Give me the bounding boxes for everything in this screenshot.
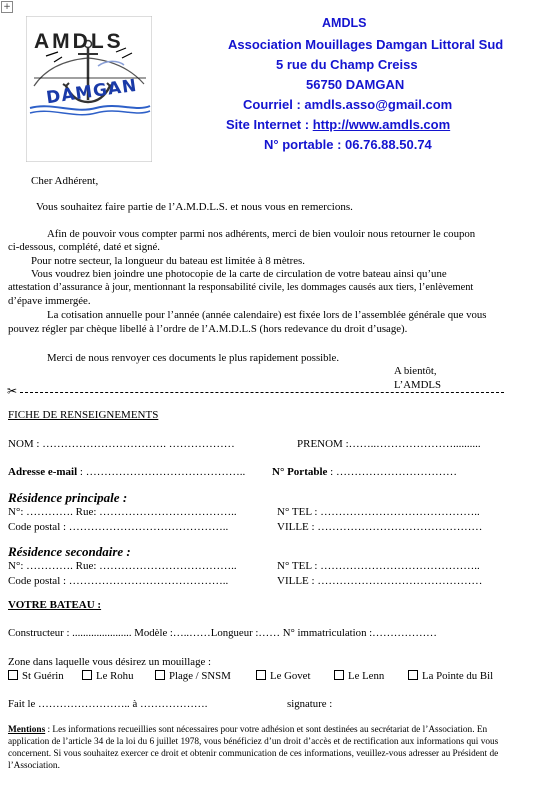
org-street: 5 rue du Champ Creiss (276, 57, 418, 72)
rs-postcode-field[interactable]: Code postal : …………………………………….. (8, 575, 229, 587)
portable-field-label: N° Portable (272, 466, 328, 478)
bateau-details-field[interactable]: Constructeur : ...................... Modèle :…..……Longueur :…… N° immatriculation :……………… (8, 627, 437, 639)
org-full-name: Association Mouillages Damgan Littoral Sud (228, 37, 504, 52)
logo-subtitle: DAMGAN (45, 75, 139, 109)
bateau-heading: VOTRE BATEAU : (8, 599, 102, 611)
org-short-name: AMDLS (322, 16, 367, 30)
rp-address-field[interactable]: N°: …………. Rue: ……………………………….. (8, 506, 237, 518)
email-field[interactable] (8, 466, 245, 478)
zone-option-le-rohu[interactable] (82, 670, 133, 682)
date-place-field[interactable]: Fait le …………………….. à ………………. (8, 698, 208, 710)
mentions-line-4: l’Association. (8, 761, 60, 771)
closing-signature: L’AMDLS (394, 379, 441, 391)
zone-option-label: Plage / SNSM (169, 670, 231, 682)
org-phone: N° portable : 06.76.88.50.74 (264, 137, 432, 152)
zone-option-label: Le Govet (270, 670, 311, 682)
residence-secondaire-heading: Résidence secondaire : (8, 544, 131, 559)
letter-paragraph-1: Vous souhaitez faire partie de l’A.M.D.L.S. et nous vous en remercions. (36, 201, 353, 213)
email-field-dots: : …………………………………….. (77, 466, 246, 478)
rp-tel-field[interactable]: N° TEL : …………………………………….. (277, 506, 480, 518)
org-email-line (243, 97, 452, 112)
zone-option-le-govet[interactable] (256, 670, 310, 682)
zone-option-pointe-du-bil[interactable] (408, 670, 493, 682)
zone-option-label: Le Lenn (348, 670, 385, 682)
checkbox-icon[interactable] (155, 670, 165, 680)
checkbox-icon[interactable] (334, 670, 344, 680)
letter-paragraph-6: Merci de nous renvoyer ces documents le plus rapidement possible. (47, 352, 340, 364)
zone-option-st-guerin[interactable] (8, 670, 64, 682)
zone-option-label: La Pointe du Bil (422, 670, 494, 682)
website-label: Site Internet : (226, 117, 313, 132)
letter-paragraph-5b: pouvez régler par chèque libellé à l’ordre de l’A.M.D.L.S (hors redevance du droit d’usage). (8, 323, 408, 335)
checkbox-icon[interactable] (408, 670, 418, 680)
letter-paragraph-2b: ci-dessous, complété, daté et signé. (8, 241, 161, 253)
zone-option-plage-snsm[interactable] (155, 670, 231, 682)
email-field-label: Adresse e-mail (8, 466, 78, 478)
salutation: Cher Adhérent, (31, 175, 99, 187)
prenom-field[interactable]: PRENOM :……..………………….......... (297, 438, 481, 450)
table-move-handle-icon[interactable]: + (1, 1, 13, 13)
mentions-line-2: application de l’article 34 de la loi du 6 juillet 1978, vous bénéficiez d’un droit d’accès et de rectification aux informations qui vous (8, 737, 499, 747)
letter-paragraph-2: Afin de pouvoir vous compter parmi nos adhérents, merci de bien vouloir nous retourner le coupon (47, 228, 476, 240)
checkbox-icon[interactable] (256, 670, 266, 680)
rs-tel-field[interactable]: N° TEL : …………………………………….. (277, 560, 480, 572)
form-title: FICHE DE RENSEIGNEMENTS (8, 409, 159, 421)
scissors-icon: ✂ (7, 384, 18, 398)
mentions-line-1 (8, 725, 487, 737)
checkbox-icon[interactable] (8, 670, 18, 680)
zone-option-le-lenn[interactable] (334, 670, 384, 682)
portable-field-dots: : …………………………… (327, 466, 457, 478)
rs-address-field[interactable]: N°: …………. Rue: ……………………………….. (8, 560, 237, 572)
website-link[interactable]: http://www.amdls.com (312, 117, 451, 132)
portable-field[interactable] (272, 466, 457, 478)
nom-field[interactable]: NOM : ……………………………. ……………… (8, 438, 235, 450)
email-value[interactable]: amdls.asso@gmail.com (304, 97, 453, 112)
rs-city-field[interactable]: VILLE : ……………………………………… (277, 575, 483, 587)
email-label: Courriel : (243, 97, 305, 112)
checkbox-icon[interactable] (82, 670, 92, 680)
rp-city-field[interactable]: VILLE : ……………………………………… (277, 521, 483, 533)
letter-paragraph-4: Vous voudrez bien joindre une photocopie de la carte de circulation de votre bateau ainsi qu’une (31, 268, 447, 280)
cut-line (20, 392, 504, 393)
org-city: 56750 DAMGAN (306, 77, 405, 92)
org-website-line (226, 117, 450, 132)
letter-paragraph-3: Pour notre secteur, la longueur du bateau est limitée à 8 mètres. (31, 255, 305, 267)
residence-principale-heading: Résidence principale : (8, 490, 128, 505)
rp-postcode-field[interactable]: Code postal : …………………………………….. (8, 521, 229, 533)
zone-option-label: St Guérin (22, 670, 64, 682)
letter-paragraph-5: La cotisation annuelle pour l’année (année calendaire) est fixée lors de l’assemblée générale que vous (47, 309, 487, 321)
logo-title: AMDLS (34, 30, 124, 53)
mentions-label: Mentions (8, 725, 46, 735)
signature-label: signature : (287, 698, 333, 710)
letter-paragraph-4b: attestation d’assurance à jour, mentionnant la responsabilité civile, les dommages causés aux tiers, l’enlèvement (8, 282, 474, 293)
letter-paragraph-4c: d’épave immergée. (8, 295, 91, 307)
zone-label: Zone dans laquelle vous désirez un mouillage : (8, 656, 211, 668)
mentions-text: : Les informations recueillies sont nécessaires pour votre adhésion et sont destinées au secrétariat de l’Association. En (45, 725, 488, 735)
closing-line-1: A bientôt, (394, 365, 437, 377)
zone-option-label: Le Rohu (96, 670, 134, 682)
mentions-line-3: concernent. Si vous souhaitez exercer ce droit et obtenir communication de ces informations, veuillez-vous adresser au Président de (8, 749, 499, 759)
